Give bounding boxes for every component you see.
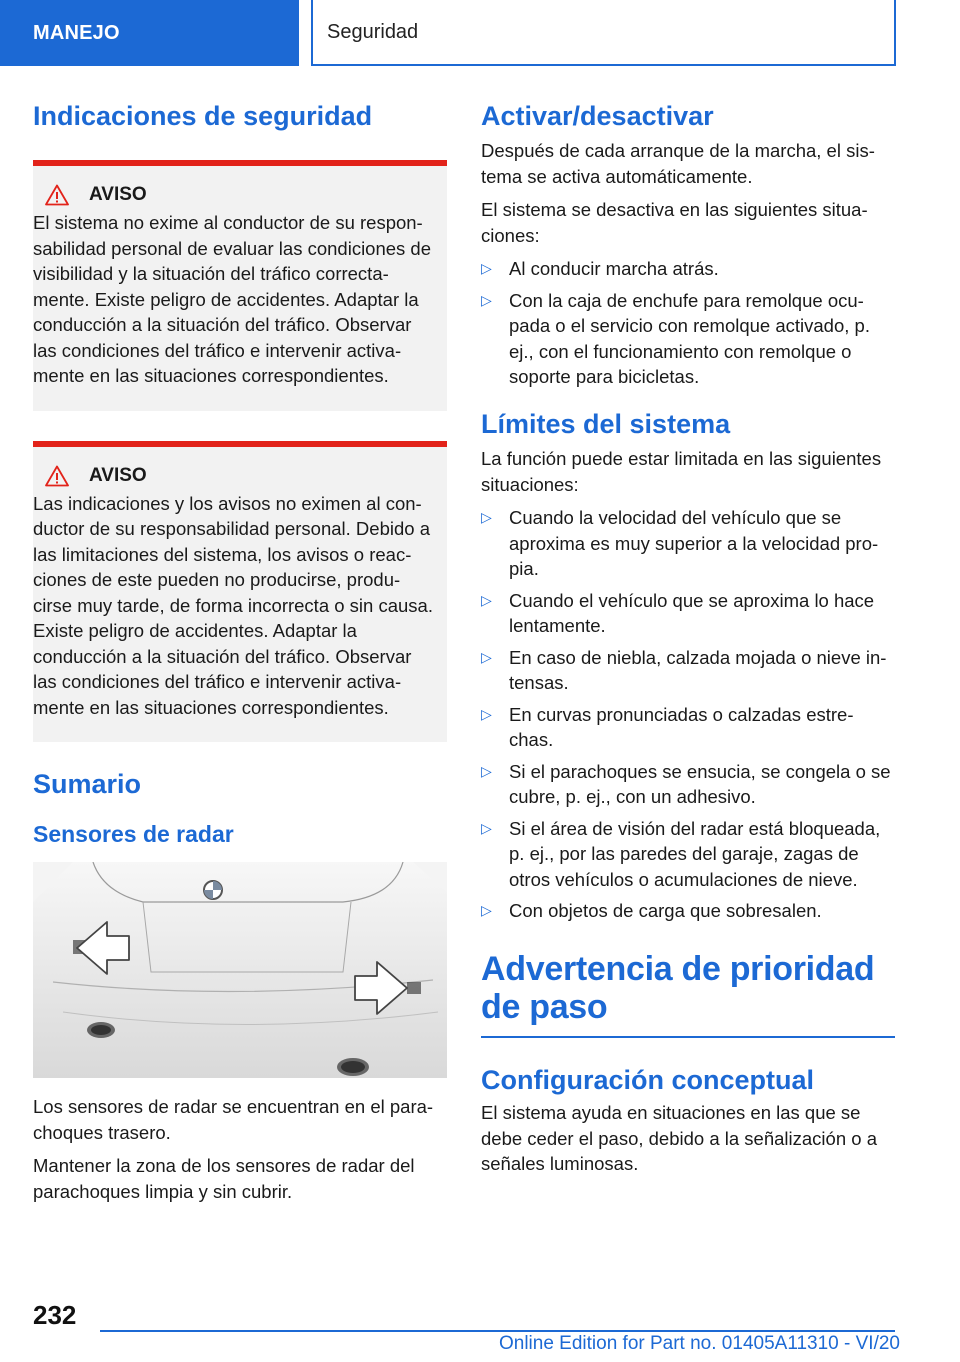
chapter-tab: MANEJO [0,0,299,66]
warning-box [33,160,447,411]
list-item: ▷ Al conducir marcha atrás. [481,256,895,282]
radar-heading: Sensores de radar [33,820,234,847]
warning-triangle-icon [45,465,69,487]
triangle-bullet-icon: ▷ [481,705,492,722]
warning-box [33,441,447,743]
triangle-bullet-icon: ▷ [481,648,492,665]
list-item: ▷ Con la caja de enchufe para remolque ocu-pada o el servicio con remolque activado, p. ej., con el funcionamiento con remolque o soporte para bicicletas. [481,289,870,388]
radar-sensor-illustration [33,862,447,1078]
summary-heading: Sumario [33,769,142,800]
limits-heading: Límites del sistema [481,408,731,439]
list-item: ▷ En caso de niebla, calzada mojada o nieve in-tensas. [481,646,887,694]
warning-label: AVISO [89,464,147,486]
limits-intro: La función puede estar limitada en las siguientes situaciones: [481,448,882,495]
car-rear-illustration [33,862,447,1078]
triangle-bullet-icon: ▷ [481,762,492,779]
activate-text: Después de cada arranque de la marcha, el sis-tema se activa automáticamente. [481,140,875,187]
warning-label: AVISO [89,184,147,206]
limits-list [481,505,895,924]
footer-divider [100,1330,895,1332]
priority-heading: Advertencia de prioridad de paso [481,950,895,1038]
list-item: ▷ Si el parachoques se ensucia, se congela o se cubre, p. ej., con un adhesivo. [481,760,891,808]
list-item: ▷ En curvas pronunciadas o calzadas estre-chas. [481,703,854,751]
page-number: 232 [33,1300,77,1330]
activate-heading: Activar/desactivar [481,101,714,131]
safety-heading: Indicaciones de seguridad [33,101,373,131]
edition-note: Online Edition for Part no. 01405A11310 - VI/20 [498,1333,900,1354]
triangle-bullet-icon: ▷ [481,509,492,526]
concept-heading: Configuración conceptual [481,1064,815,1095]
list-item: ▷ Con objetos de carga que sobresalen. [481,898,895,924]
triangle-bullet-icon: ▷ [481,591,492,608]
concept-text: El sistema ayuda en situaciones en las que se debe ceder el paso, debido a la señalización o a señales luminosas. [481,1102,877,1175]
left-column [33,100,447,1204]
right-column [481,100,895,1177]
section-title: Seguridad [311,0,896,66]
triangle-bullet-icon: ▷ [481,291,492,308]
warning-triangle-icon [45,184,69,206]
triangle-bullet-icon: ▷ [481,902,492,919]
triangle-bullet-icon: ▷ [481,819,492,836]
deactivate-list [481,256,895,390]
warning-header [45,184,437,206]
triangle-bullet-icon: ▷ [481,260,492,277]
list-item: ▷ Cuando el vehículo que se aproxima lo hace lentamente. [481,589,875,637]
radar-maintenance-text: Mantener la zona de los sensores de radar del parachoques limpia y sin cubrir. [33,1155,415,1202]
warning-text: El sistema no exime al conductor de su respon-sabilidad personal de evaluar las condiciones de visibilidad y la situación del tráfico correcta-mente. Existe peligro de accidentes. Adaptar la conducción a la situación del tráfico. Observar las condiciones del tráfico e intervenir activa-mente en las situaciones correspondientes. [33,212,432,387]
page-header [0,0,960,66]
warning-text: Las indicaciones y los avisos no eximen al con-ductor de su responsabilidad personal. Debido a las limitaciones del sistema, los avisos o reac-ciones de este pueden no producirse, produ-cirse muy tarde, de forma incorrecta o sin causa. Existe peligro de accidentes. Adaptar la conducción a la situación del tráfico. Observar las condiciones del tráfico e intervenir activa-mente en las situaciones correspondientes. [33,492,433,718]
list-item: ▷ Si el área de visión del radar está bloqueada, p. ej., por las paredes del garaje, zagas de otros vehículos o acumulaciones de nieve. [481,817,881,890]
list-item: ▷ Cuando la velocidad del vehículo que se aproxima es muy superior a la velocidad pro-pia. [481,507,879,580]
radar-location-text: Los sensores de radar se encuentran en el para-choques trasero. [33,1096,434,1143]
warning-header [45,465,437,487]
deactivate-intro: El sistema se desactiva en las siguientes situa-ciones: [481,199,868,246]
